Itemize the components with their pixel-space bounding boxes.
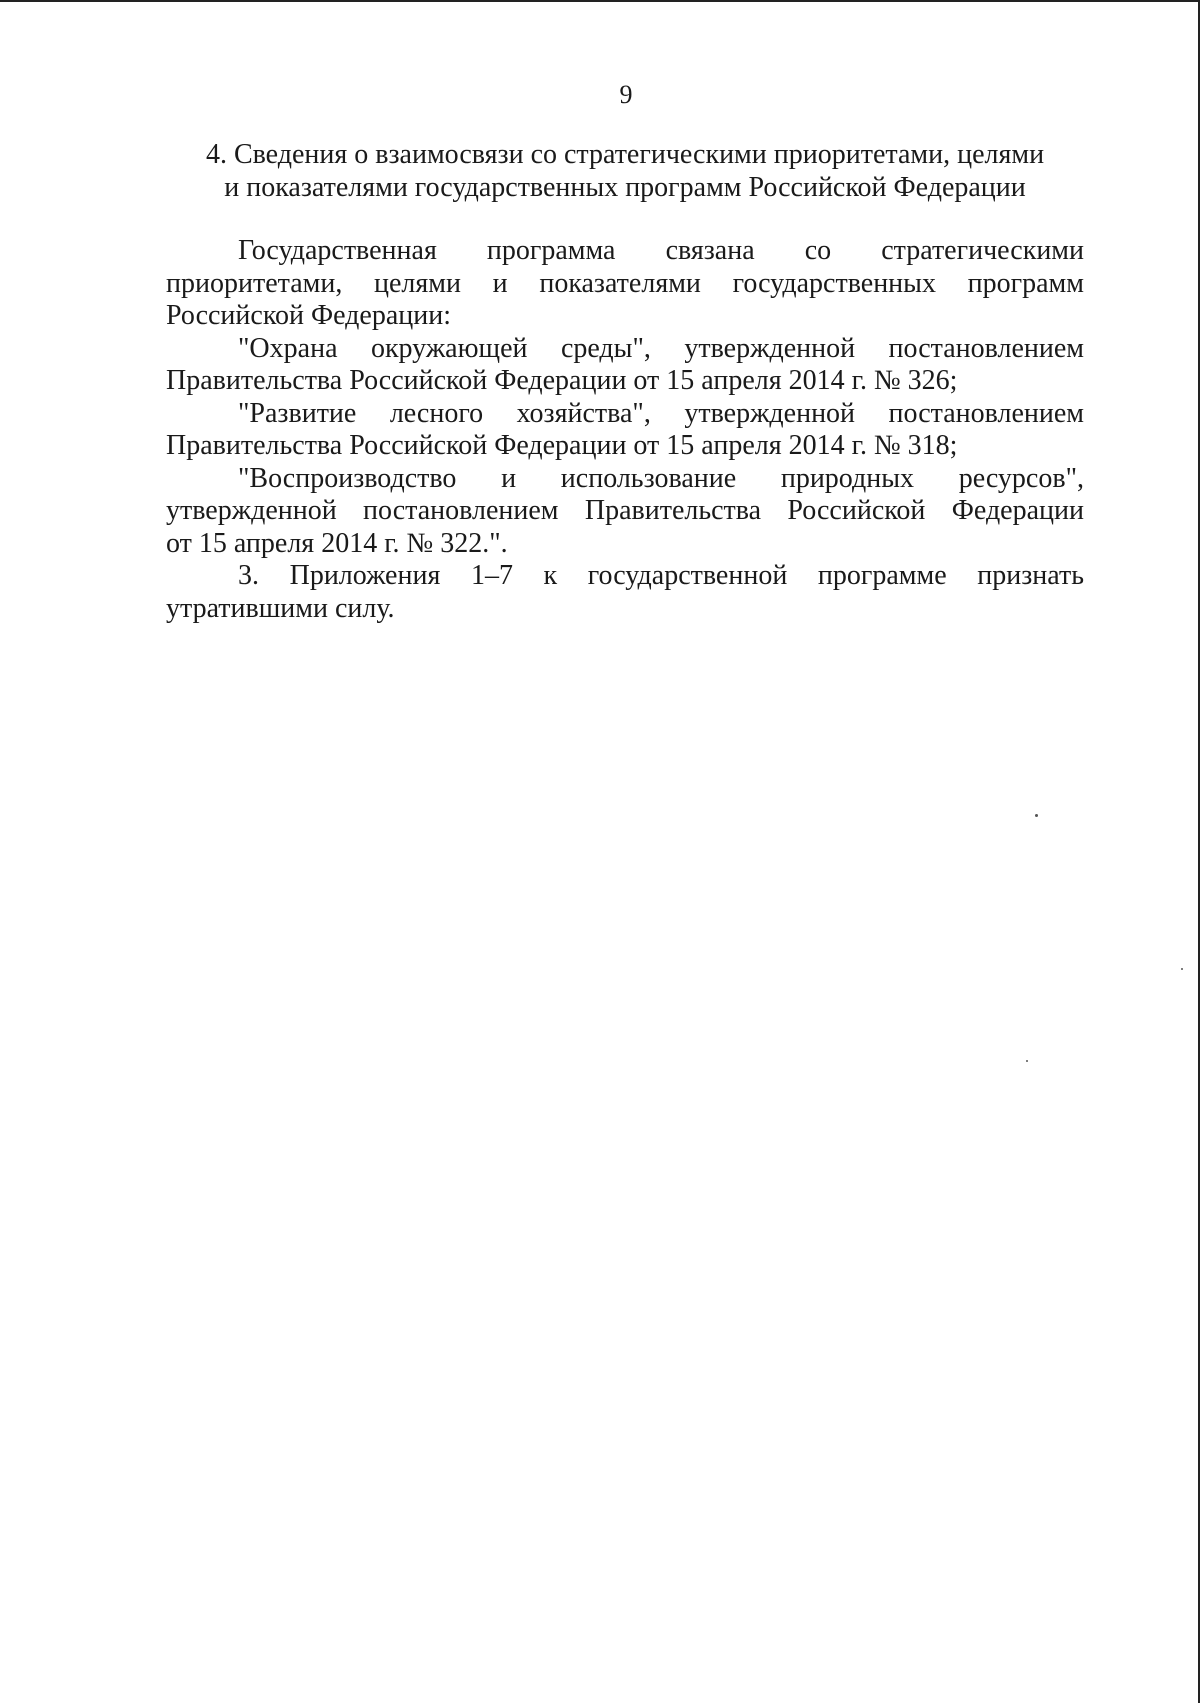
- paragraph-line: "Воспроизводство и использование природных ресурсов",: [238, 462, 1084, 494]
- paragraph-program-forestry: [166, 398, 1084, 463]
- scan-speck: [1026, 1060, 1028, 1062]
- paragraph-line: Российской Федерации:: [166, 300, 452, 331]
- paragraph-program-environment: [166, 333, 1084, 398]
- scan-border-top: [0, 0, 1200, 2]
- paragraph-line: Правительства Российской Федерации от 15 апреля 2014 г. № 318;: [166, 430, 958, 461]
- paragraph-line: Правительства Российской Федерации от 15 апреля 2014 г. № 326;: [166, 365, 958, 396]
- paragraph-line: утвержденной постановлением Правительства Российской Федерации: [166, 495, 1084, 526]
- page-number: 9: [619, 80, 633, 109]
- section-heading-line-1: 4. Сведения о взаимосвязи со стратегическими приоритетами, целями: [205, 139, 1045, 170]
- paragraph-line: 3. Приложения 1–7 к государственной программе признать: [238, 560, 1084, 591]
- section-heading: [190, 138, 1060, 204]
- paragraph-appendices-void: [166, 560, 1084, 625]
- paragraph-line: от 15 апреля 2014 г. № 322.".: [166, 527, 508, 559]
- scan-speck: [1035, 814, 1038, 817]
- paragraph-intro: [166, 235, 1084, 333]
- paragraph-program-natural-resources: [166, 463, 1084, 561]
- scan-speck: [1181, 968, 1183, 970]
- document-body: [166, 235, 1084, 625]
- paragraph-line: приоритетами, целями и показателями государственных программ: [166, 267, 1084, 299]
- paragraph-line: "Развитие лесного хозяйства", утвержденной постановлением: [238, 397, 1084, 429]
- paragraph-line: "Охрана окружающей среды", утвержденной постановлением: [238, 332, 1084, 364]
- paragraph-line: Государственная программа связана со стратегическими: [238, 235, 1084, 266]
- paragraph-line: утратившими силу.: [166, 592, 395, 624]
- section-heading-line-2: и показателями государственных программ Российской Федерации: [224, 172, 1026, 203]
